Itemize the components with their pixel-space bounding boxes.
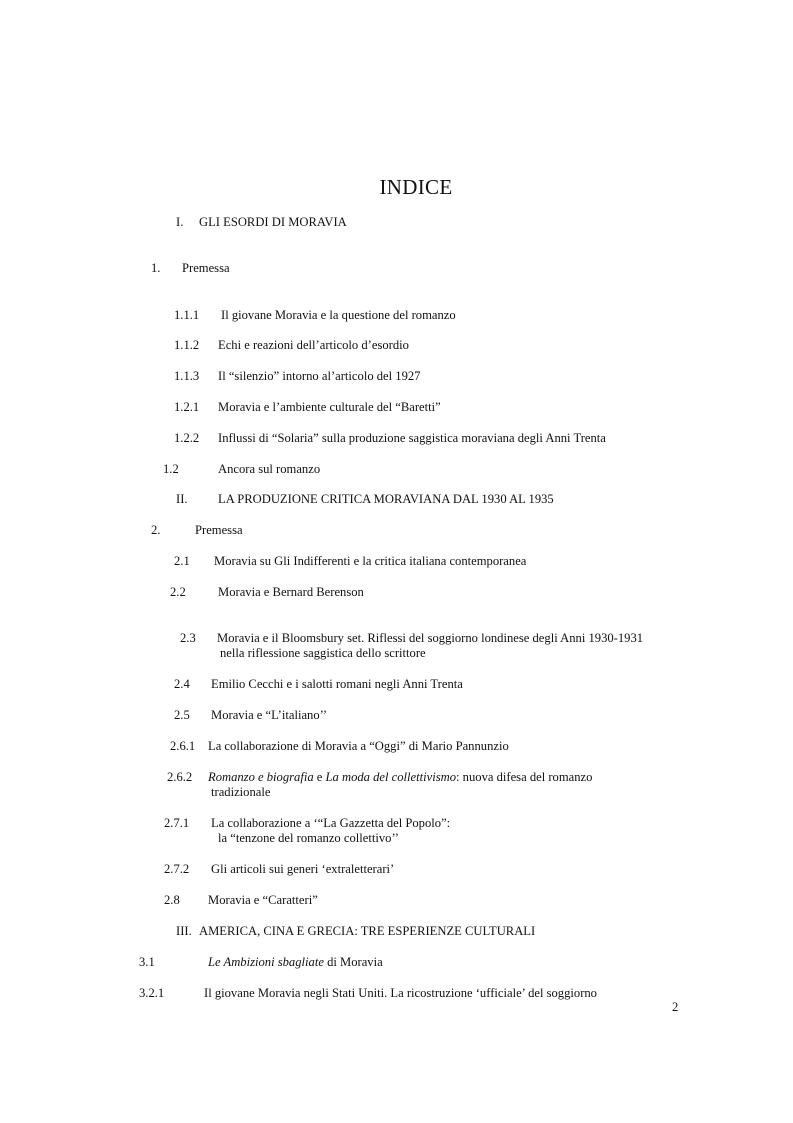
toc-number: 2.6.1 [170, 739, 196, 753]
toc-text: GLI ESORDI DI MORAVIA [199, 215, 347, 229]
toc-text: La collaborazione a ‘“La Gazzetta del Popolo”: [211, 816, 451, 830]
toc-number: 2.1 [174, 554, 190, 568]
toc-number: 3.1 [139, 955, 155, 969]
toc-number: 1.1.3 [174, 369, 200, 383]
toc-text [208, 770, 592, 785]
toc-text: Moravia e “Caratteri” [208, 893, 318, 907]
page-title: INDICE [379, 175, 453, 199]
toc-number: 2.8 [164, 893, 180, 907]
page-number: 2 [672, 1000, 679, 1014]
toc-text-plain: : nuova difesa del romanzo [456, 770, 593, 784]
toc-number: 1.2.1 [174, 400, 200, 414]
toc-text: Moravia e il Bloomsbury set. Riflessi del soggiorno londinese degli Anni 1930-1931 [217, 631, 644, 645]
toc-text: Premessa [182, 261, 230, 275]
toc-text-italic: Romanzo e biografia [208, 770, 314, 784]
toc-number: 2.6.2 [167, 770, 193, 784]
toc-text: Emilio Cecchi e i salotti romani negli Anni Trenta [211, 677, 463, 691]
toc-text-continuation: la “tenzone del romanzo collettivo’’ [218, 831, 399, 845]
toc-text: Ancora sul romanzo [218, 462, 321, 476]
toc-number: 1. [151, 261, 161, 275]
toc-text: La collaborazione di Moravia a “Oggi” di Mario Pannunzio [208, 739, 509, 753]
toc-text-italic: La moda del collettivismo [325, 770, 457, 784]
toc-number: 3.2.1 [139, 986, 165, 1000]
toc-text: Influssi di “Solaria” sulla produzione saggistica moraviana degli Anni Trenta [218, 431, 606, 445]
toc-text-continuation: nella riflessione saggistica dello scrittore [220, 646, 426, 660]
toc-number: 2.2 [170, 585, 186, 599]
toc-text: Echi e reazioni dell’articolo d’esordio [218, 338, 409, 352]
toc-text [208, 955, 383, 970]
toc-number: II. [176, 492, 188, 506]
toc-number: 2.4 [174, 677, 190, 691]
toc-text-plain: e [313, 770, 326, 784]
toc-number: 1.1.2 [174, 338, 200, 352]
toc-number: 2.7.1 [164, 816, 190, 830]
toc-text: Gli articoli sui generi ‘extraletterari’ [211, 862, 395, 876]
toc-number: I. [176, 215, 184, 229]
toc-number: 2. [151, 523, 161, 537]
toc-text: Premessa [195, 523, 243, 537]
toc-number: 2.7.2 [164, 862, 190, 876]
toc-text: Il giovane Moravia negli Stati Uniti. La ricostruzione ‘ufficiale’ del soggiorno [204, 986, 597, 1000]
toc-text-plain: di Moravia [323, 955, 383, 969]
toc-text: Moravia su Gli Indifferenti e la critica italiana contemporanea [214, 554, 527, 568]
toc-text: Il “silenzio” intorno al’articolo del 1927 [218, 369, 421, 383]
toc-text-continuation: tradizionale [211, 785, 271, 799]
toc-text: Il giovane Moravia e la questione del romanzo [221, 308, 456, 322]
toc-number: 2.3 [180, 631, 196, 645]
toc-number: 2.5 [174, 708, 190, 722]
toc-number: 1.2.2 [174, 431, 200, 445]
toc-text-italic: Le Ambizioni sbagliate [208, 955, 324, 969]
toc-number: 1.1.1 [174, 308, 200, 322]
toc-text: Moravia e Bernard Berenson [218, 585, 364, 599]
toc-text: Moravia e “L’italiano’’ [211, 708, 328, 722]
toc-number: 1.2 [163, 462, 179, 476]
toc-number: III. [176, 924, 192, 938]
toc-text: LA PRODUZIONE CRITICA MORAVIANA DAL 1930 AL 1935 [218, 492, 554, 506]
toc-text: AMERICA, CINA E GRECIA: TRE ESPERIENZE CULTURALI [199, 924, 536, 938]
toc-text: Moravia e l’ambiente culturale del “Baretti” [218, 400, 441, 414]
